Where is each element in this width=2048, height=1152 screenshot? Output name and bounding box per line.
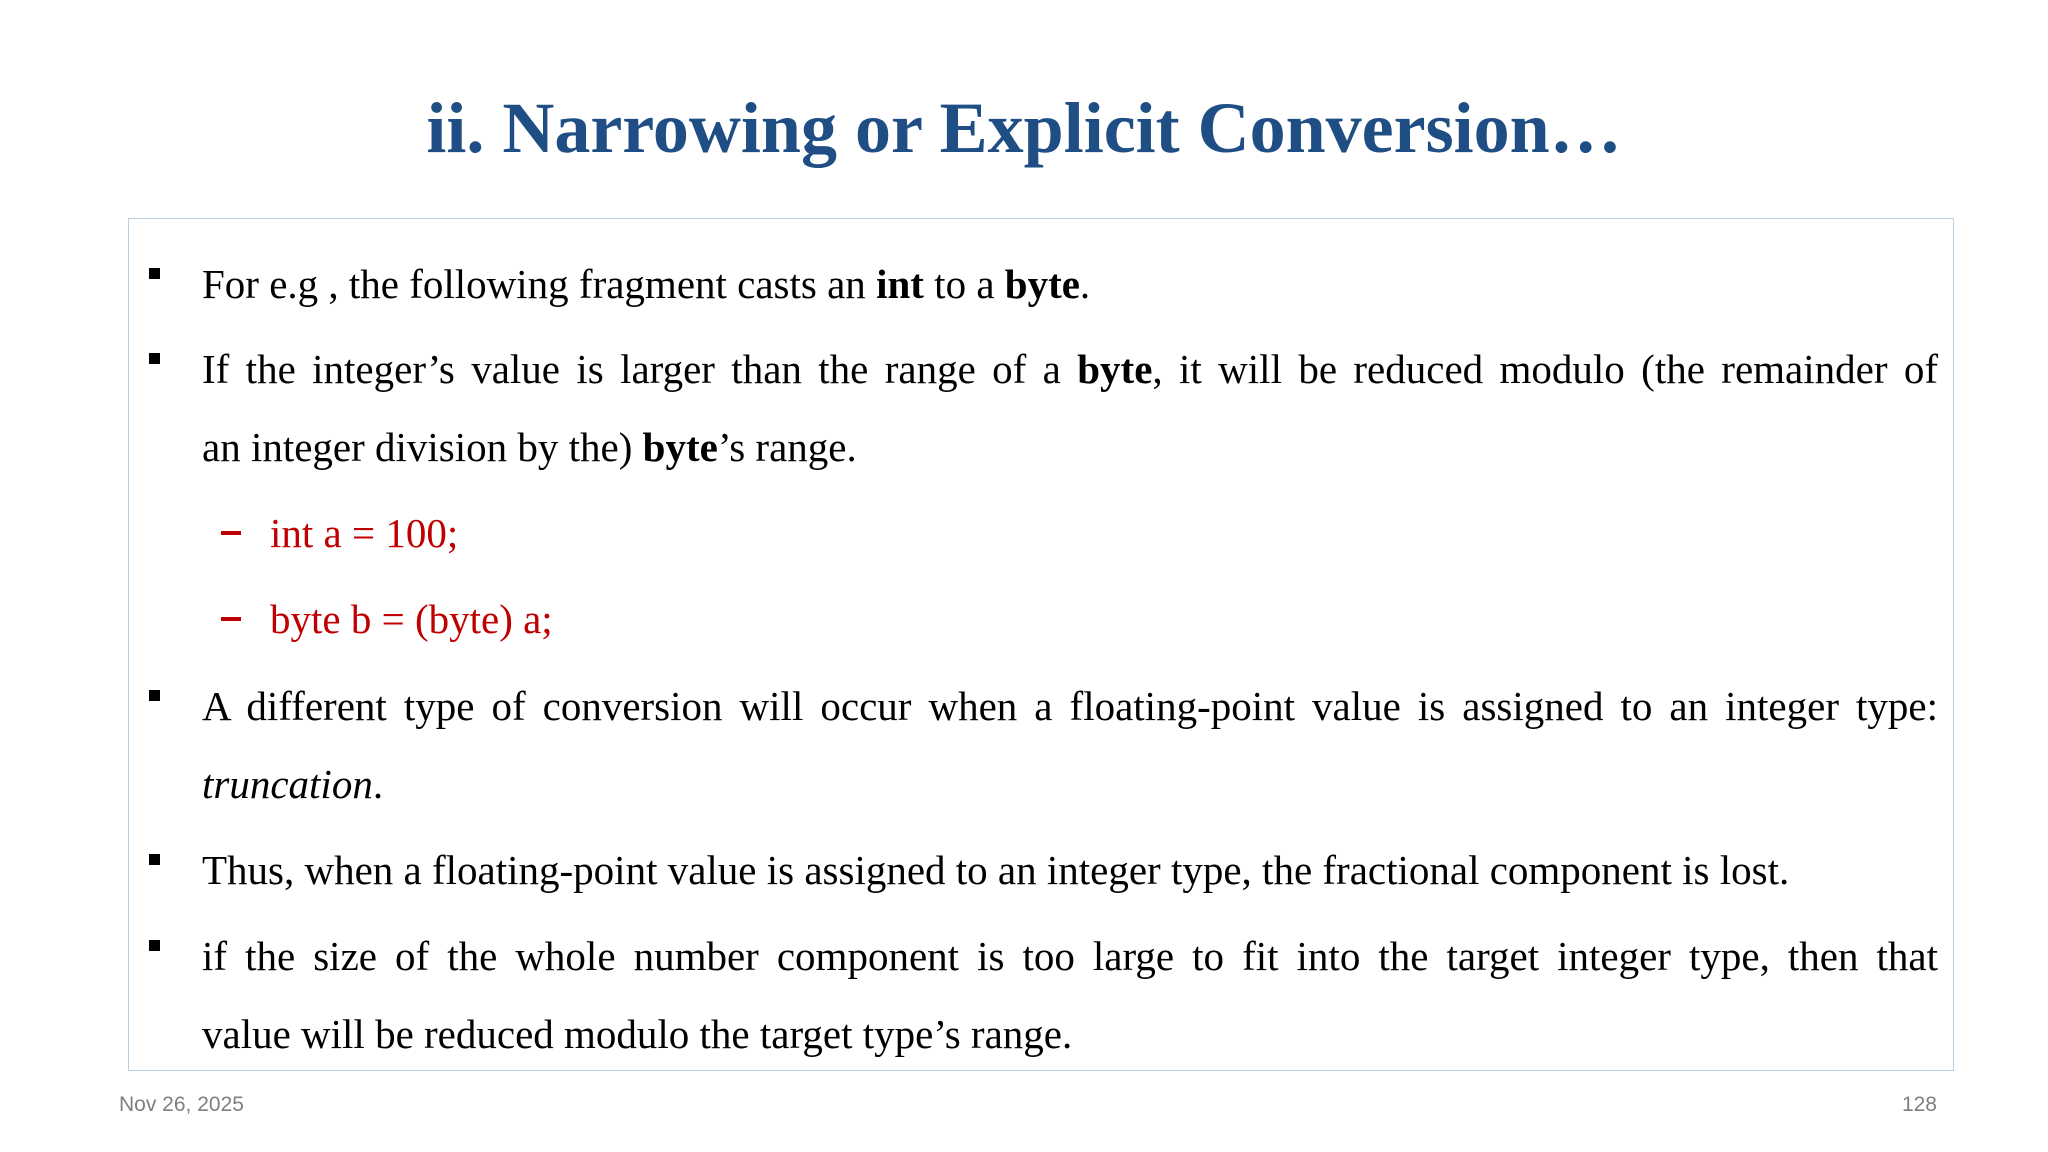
- bullet-marker: [149, 690, 160, 701]
- text-run: A different type of conversion will occur when a floating-point value is assigned to an integer type:: [202, 683, 1938, 729]
- text-run: to a: [923, 261, 1005, 307]
- bullet-marker: [149, 353, 160, 364]
- bullet-1-line-1: [202, 258, 1090, 310]
- slide-title: ii. Narrowing or Explicit Conversion…: [426, 88, 1622, 168]
- dash-marker: [221, 617, 241, 621]
- text-run: an integer division by the): [202, 424, 643, 470]
- text-run: if the size of the whole number component is too large to fit into the target integer type, then that: [202, 933, 1938, 979]
- text-run: value will be reduced modulo the target type’s range.: [202, 1011, 1073, 1057]
- bullet-4-line-1: [202, 844, 1789, 896]
- text-run: .: [1079, 261, 1091, 307]
- bullet-5-line-2: [202, 1008, 1072, 1060]
- text-run-bold: byte: [642, 424, 718, 470]
- bullet-2-line-2: [202, 421, 857, 473]
- text-run: If the integer’s value is larger than the range of a: [202, 346, 1078, 392]
- bullet-5-line-1: [202, 930, 1938, 982]
- bullet-3-line-2: [202, 758, 383, 810]
- text-run-bold: byte: [1004, 261, 1080, 307]
- text-run-italic: truncation: [202, 761, 373, 807]
- dash-marker: [221, 531, 241, 535]
- text-run-bold: int: [876, 261, 924, 307]
- bullet-marker: [149, 268, 160, 279]
- code-line-1: int a = 100;: [270, 510, 459, 556]
- bullet-marker: [149, 854, 160, 865]
- text-run: .: [372, 761, 384, 807]
- footer-date: Nov 26, 2025: [119, 1093, 244, 1116]
- bullet-2-line-1: [202, 343, 1938, 395]
- code-line-2: byte b = (byte) a;: [270, 596, 553, 642]
- text-run: For e.g , the following fragment casts an: [202, 261, 877, 307]
- text-run: Thus, when a floating-point value is assigned to an integer type, the fractional component is lost.: [202, 847, 1790, 893]
- bullet-3-line-1: [202, 680, 1938, 732]
- text-run: ’s range.: [717, 424, 857, 470]
- page-number: 128: [1901, 1093, 1937, 1116]
- text-run: , it will be reduced modulo (the remainder of: [1152, 346, 1938, 392]
- text-run-bold: byte: [1077, 346, 1153, 392]
- bullet-marker: [149, 940, 160, 951]
